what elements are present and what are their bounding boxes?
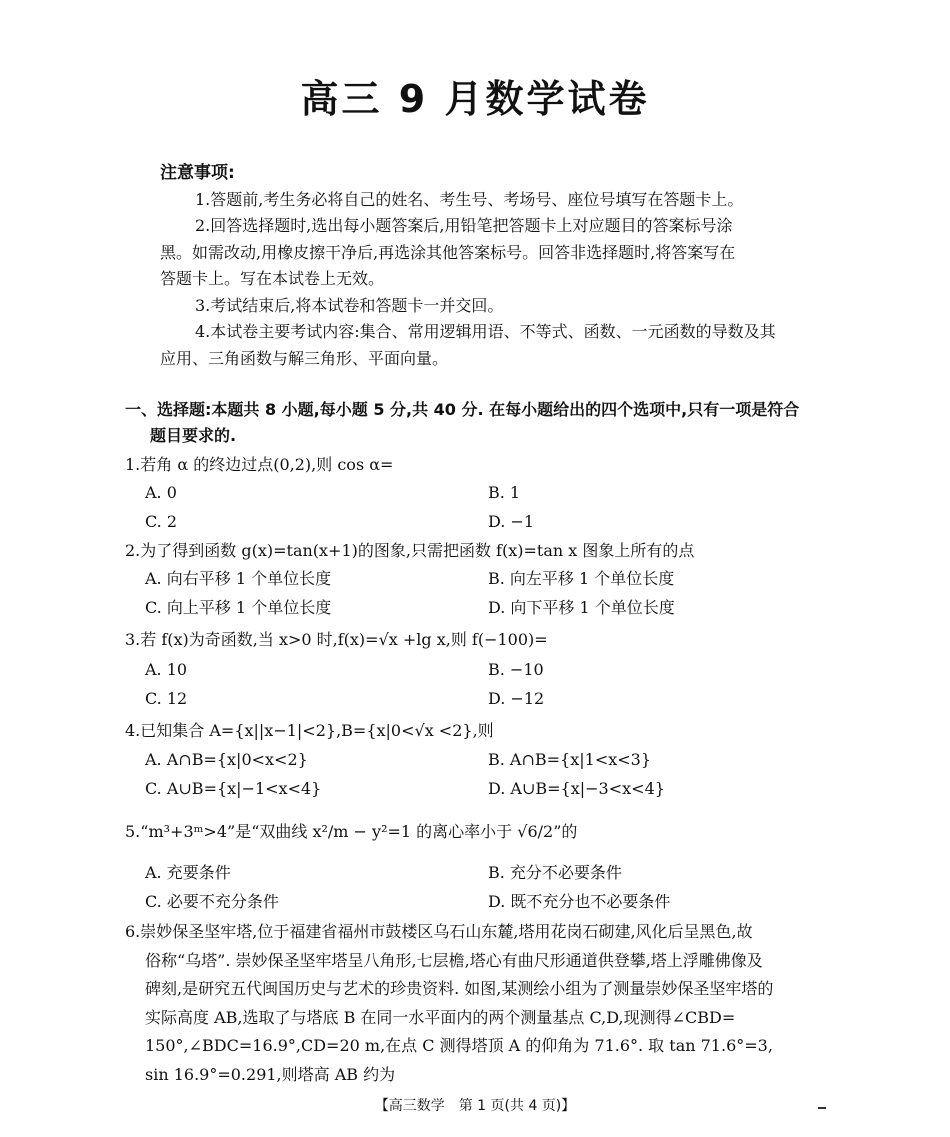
question-1-option-d: D. −1: [488, 512, 535, 531]
notice-item-2-line-3: 答题卡上。写在本试卷上无效。: [160, 269, 385, 288]
question-4-option-b: B. A∩B={x|1<x<3}: [488, 750, 652, 769]
question-5-option-a: A. 充要条件: [145, 863, 231, 882]
notice-block: [160, 160, 800, 372]
question-4-option-c: C. A∪B={x|−1<x<4}: [145, 779, 322, 798]
question-4-option-a: A. A∩B={x|0<x<2}: [145, 750, 308, 769]
notice-item-4-line-1: 4.本试卷主要考试内容:集合、常用逻辑用语、不等式、函数、一元函数的导数及其: [195, 322, 776, 341]
question-6-line-2: 俗称“乌塔”. 崇妙保圣坚牢塔呈八角形,七层檐,塔心有曲尺形通道供登攀,塔上浮雕佛像及: [145, 950, 763, 970]
question-3-option-a: A. 10: [145, 660, 188, 679]
question-6-stem: [125, 918, 825, 1090]
question-3-option-d: D. −12: [488, 689, 545, 708]
question-2-option-d: D. 向下平移 1 个单位长度: [488, 598, 675, 617]
question-6-line-3: 碑刻,是研究五代闽国历史与艺术的珍贵资料. 如图,某测绘小组为了测量崇妙保圣坚牢塔的: [145, 979, 774, 999]
notice-item-2-line-1: 2.回答选择题时,选出每小题答案后,用铅笔把答题卡上对应题目的答案标号涂: [195, 216, 733, 235]
section-heading-line-2: 题目要求的.: [150, 426, 237, 445]
section-heading: [125, 397, 835, 449]
question-4-stem: 4.已知集合 A={x||x−1|<2},B={x|0<√x <2},则: [125, 721, 494, 740]
notice-item-1: 1.答题前,考生务必将自己的姓名、考生号、考场号、座位号填写在答题卡上。: [195, 189, 744, 209]
question-3-option-b: B. −10: [488, 660, 544, 679]
page-title: 高三 9 月数学试卷: [300, 77, 650, 121]
question-1-stem: 1.若角 α 的终边过点(0,2),则 cos α=: [125, 455, 394, 474]
section-heading-line-1: 一、选择题:本题共 8 小题,每小题 5 分,共 40 分. 在每小题给出的四个选项中,只有一项是符合: [125, 400, 800, 419]
question-1-option-a: A. 0: [145, 483, 177, 502]
question-4-option-d: D. A∪B={x|−3<x<4}: [488, 779, 665, 798]
question-2-option-a: A. 向右平移 1 个单位长度: [145, 569, 332, 588]
question-6-line-5: 150°,∠BDC=16.9°,CD=20 m,在点 C 测得塔顶 A 的仰角为 71.6°. 取 tan 71.6°=3,: [145, 1036, 773, 1056]
question-2-stem: 2.为了得到函数 g(x)=tan(x+1)的图象,只需把函数 f(x)=tan x 图象上所有的点: [125, 541, 695, 560]
question-5-option-b: B. 充分不必要条件: [488, 863, 622, 882]
question-5-stem: 5.“m³+3ᵐ>4”是“双曲线 x²/m − y²=1 的离心率小于 √6/2”的: [125, 822, 578, 841]
question-3-option-c: C. 12: [145, 689, 188, 708]
question-6-line-1: 6.崇妙保圣坚牢塔,位于福建省福州市鼓楼区乌石山东麓,塔用花岗石砌建,风化后呈黑色,故: [125, 922, 753, 941]
question-3-stem: 3.若 f(x)为奇函数,当 x>0 时,f(x)=√x +lg x,则 f(−100)=: [125, 630, 548, 649]
question-1-option-b: B. 1: [488, 483, 521, 502]
notice-item-4-line-2: 应用、三角函数与解三角形、平面向量。: [160, 348, 449, 368]
notice-item-2-line-2: 黑。如需改动,用橡皮擦干净后,再选涂其他答案标号。回答非选择题时,将答案写在: [160, 242, 736, 262]
question-2-option-c: C. 向上平移 1 个单位长度: [145, 598, 332, 617]
question-6-line-4: 实际高度 AB,选取了与塔底 B 在同一水平面内的两个测量基点 C,D,现测得∠CBD=: [145, 1007, 736, 1027]
notice-heading: 注意事项:: [160, 163, 235, 183]
page-footer: 【高三数学 第 1 页(共 4 页)】: [374, 1098, 576, 1114]
question-2-option-b: B. 向左平移 1 个单位长度: [488, 569, 675, 588]
question-5-option-d: D. 既不充分也不必要条件: [488, 892, 671, 911]
question-6-line-6: sin 16.9°=0.291,则塔高 AB 约为: [145, 1064, 396, 1084]
footer-mark: [818, 1107, 826, 1109]
question-5-option-c: C. 必要不充分条件: [145, 892, 279, 911]
notice-item-3: 3.考试结束后,将本试卷和答题卡一并交回。: [195, 295, 504, 315]
question-1-option-c: C. 2: [145, 512, 178, 531]
